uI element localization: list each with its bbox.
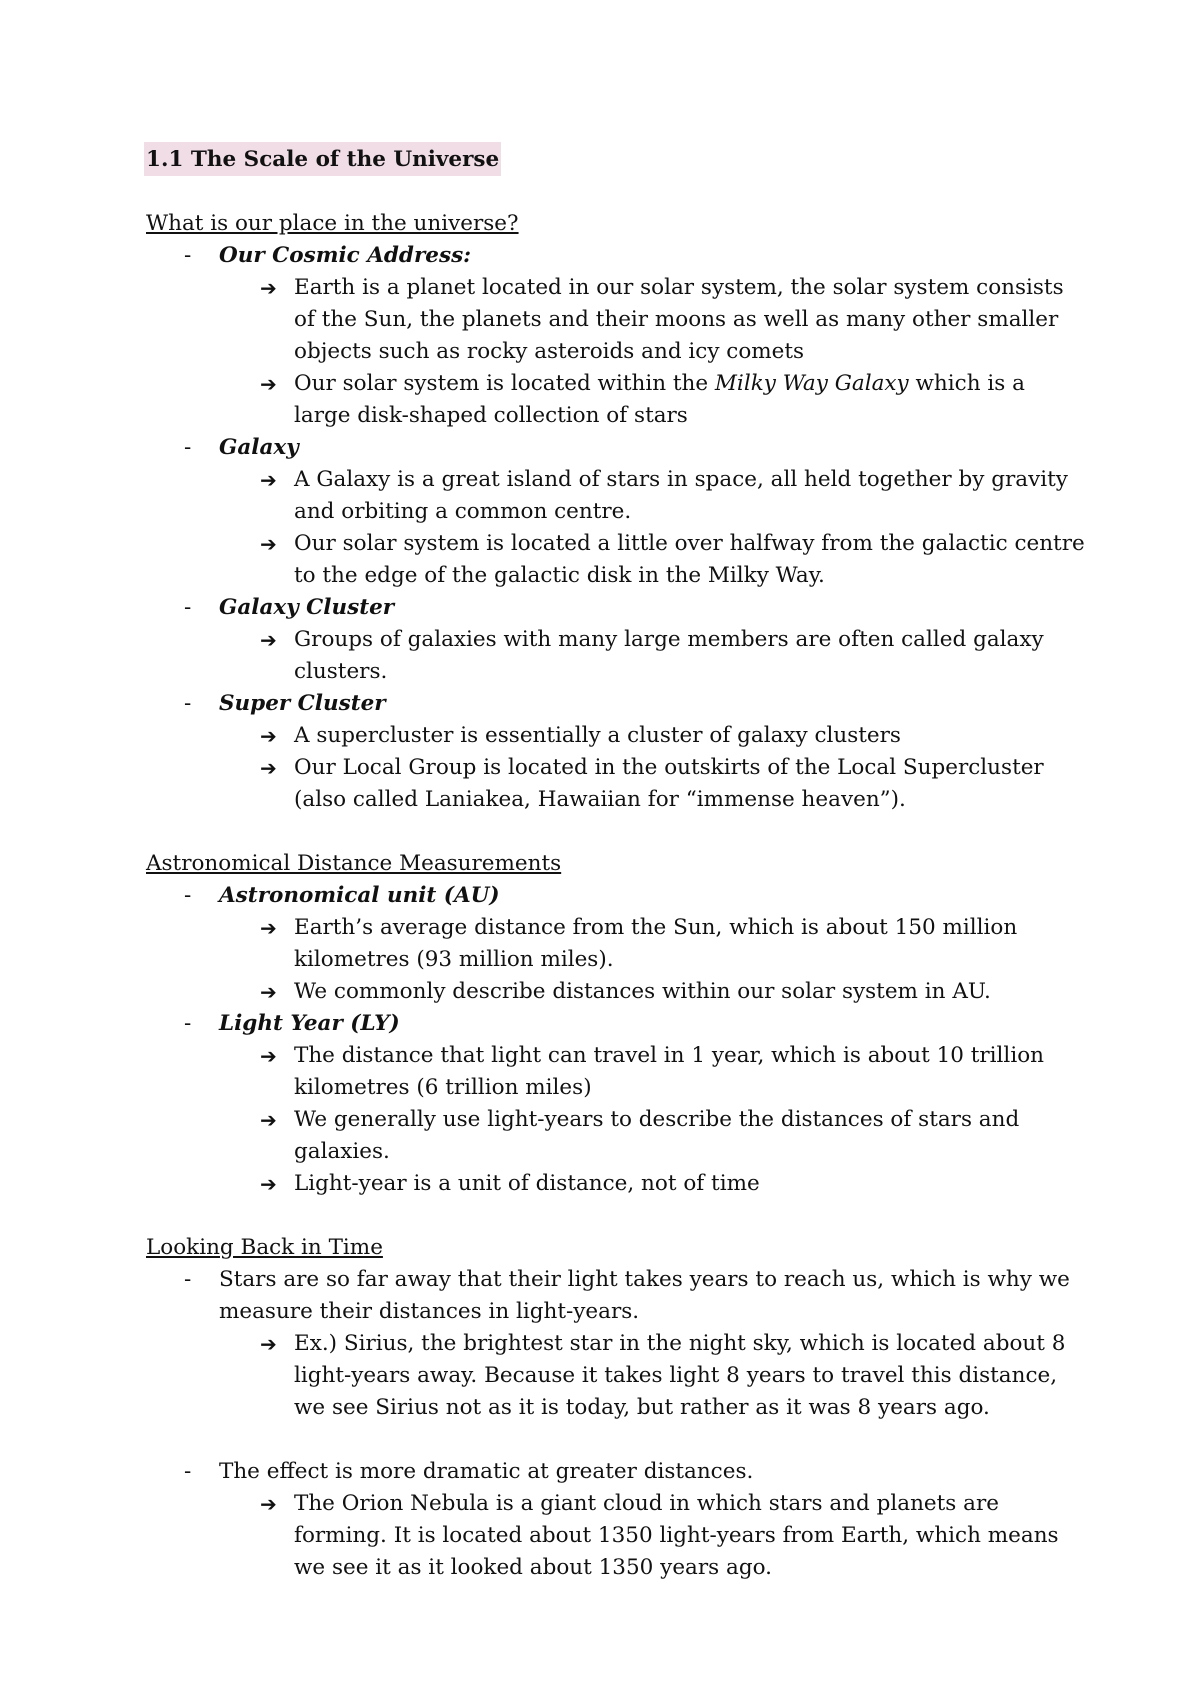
- point-text: The distance that light can travel in 1 year, which is about 10 trillion kilometres (6 trillion miles): [294, 1043, 1044, 1100]
- item-text: The effect is more dramatic at greater distances.: [219, 1459, 754, 1484]
- arrow-icon: ➔: [260, 1492, 277, 1516]
- arrow-icon: ➔: [260, 1108, 277, 1132]
- document-title: 1.1 The Scale of the Universe: [144, 142, 501, 176]
- section-heading: What is our place in the universe?: [146, 211, 519, 236]
- sub-point: [146, 1168, 1086, 1200]
- point-text: Our Local Group is located in the outskirts of the Local Supercluster (also called Laniakea, Hawaiian for “immense heaven”).: [294, 755, 1044, 812]
- list-item: [146, 592, 1086, 624]
- point-text: Earth is a planet located in our solar system, the solar system consists of the Sun, the planets and their moons as well as many other smaller objects such as rocky asteroids and icy comets: [294, 275, 1064, 364]
- sub-point: [146, 272, 1086, 368]
- dash-bullet: -: [184, 1011, 192, 1036]
- sub-point: [146, 1040, 1086, 1104]
- dash-bullet: -: [184, 595, 192, 620]
- point-text: A Galaxy is a great island of stars in space, all held together by gravity and orbiting a common centre.: [294, 467, 1068, 524]
- item-text: Stars are so far away that their light takes years to reach us, which is why we measure their distances in light-years.: [219, 1267, 1070, 1324]
- arrow-icon: ➔: [260, 1172, 277, 1196]
- point-text: Groups of galaxies with many large members are often called galaxy clusters.: [294, 627, 1044, 684]
- dash-bullet: -: [184, 883, 192, 908]
- section-heading: Looking Back in Time: [146, 1235, 383, 1260]
- item-label: Galaxy Cluster: [219, 595, 395, 620]
- arrow-icon: ➔: [260, 532, 277, 556]
- item-label: Astronomical unit (AU): [219, 883, 500, 908]
- list-item: [146, 880, 1086, 912]
- arrow-icon: ➔: [260, 372, 277, 396]
- list-item: [146, 1264, 1086, 1328]
- arrow-icon: ➔: [260, 756, 277, 780]
- sub-point: [146, 368, 1086, 432]
- arrow-icon: ➔: [260, 468, 277, 492]
- item-label: Our Cosmic Address:: [219, 243, 472, 268]
- dash-bullet: -: [184, 691, 192, 716]
- sub-point: [146, 1328, 1086, 1424]
- sub-point: [146, 720, 1086, 752]
- list-item: [146, 1456, 1086, 1488]
- point-text: Our solar system is located a little over halfway from the galactic centre to the edge of the galactic disk in the Milky Way.: [294, 531, 1085, 588]
- arrow-icon: ➔: [260, 980, 277, 1004]
- item-label: Super Cluster: [219, 691, 386, 716]
- arrow-icon: ➔: [260, 724, 277, 748]
- point-text: We generally use light-years to describe the distances of stars and galaxies.: [294, 1107, 1020, 1164]
- sub-point: [146, 912, 1086, 976]
- document-page: [146, 142, 1086, 1584]
- point-text: Light-year is a unit of distance, not of time: [294, 1171, 760, 1196]
- item-label: Light Year (LY): [219, 1011, 400, 1036]
- point-text: The Orion Nebula is a giant cloud in which stars and planets are forming. It is located about 1350 light-years from Earth, which means we see it as it looked about 1350 years ago.: [294, 1491, 1059, 1580]
- sub-point: [146, 1104, 1086, 1168]
- sub-point: [146, 528, 1086, 592]
- sub-point: [146, 1488, 1086, 1584]
- arrow-icon: ➔: [260, 628, 277, 652]
- emphasis-text: Milky Way Galaxy: [714, 371, 909, 396]
- point-text: Ex.) Sirius, the brightest star in the night sky, which is located about 8 light-years away. Because it takes light 8 years to travel this distance, we see Sirius not as it is today, but rather as it was 8 years ago.: [294, 1331, 1066, 1420]
- point-text: A supercluster is essentially a cluster of galaxy clusters: [294, 723, 901, 748]
- dash-bullet: -: [184, 435, 192, 460]
- point-text: Our solar system is located within the Milky Way Galaxy which is a large disk-shaped collection of stars: [294, 371, 1025, 428]
- arrow-icon: ➔: [260, 1332, 277, 1356]
- point-text: Earth’s average distance from the Sun, which is about 150 million kilometres (93 million miles).: [294, 915, 1018, 972]
- sub-point: [146, 464, 1086, 528]
- dash-bullet: -: [184, 243, 192, 268]
- section-heading: Astronomical Distance Measurements: [146, 851, 562, 876]
- item-label: Galaxy: [219, 435, 299, 460]
- sub-point: [146, 752, 1086, 816]
- dash-bullet: -: [184, 1267, 192, 1292]
- list-item: [146, 1008, 1086, 1040]
- arrow-icon: ➔: [260, 1044, 277, 1068]
- list-item: [146, 432, 1086, 464]
- arrow-icon: ➔: [260, 916, 277, 940]
- list-item: [146, 240, 1086, 272]
- sub-point: [146, 976, 1086, 1008]
- point-text: We commonly describe distances within our solar system in AU.: [294, 979, 991, 1004]
- arrow-icon: ➔: [260, 276, 277, 300]
- sub-point: [146, 624, 1086, 688]
- list-item: [146, 688, 1086, 720]
- dash-bullet: -: [184, 1459, 192, 1484]
